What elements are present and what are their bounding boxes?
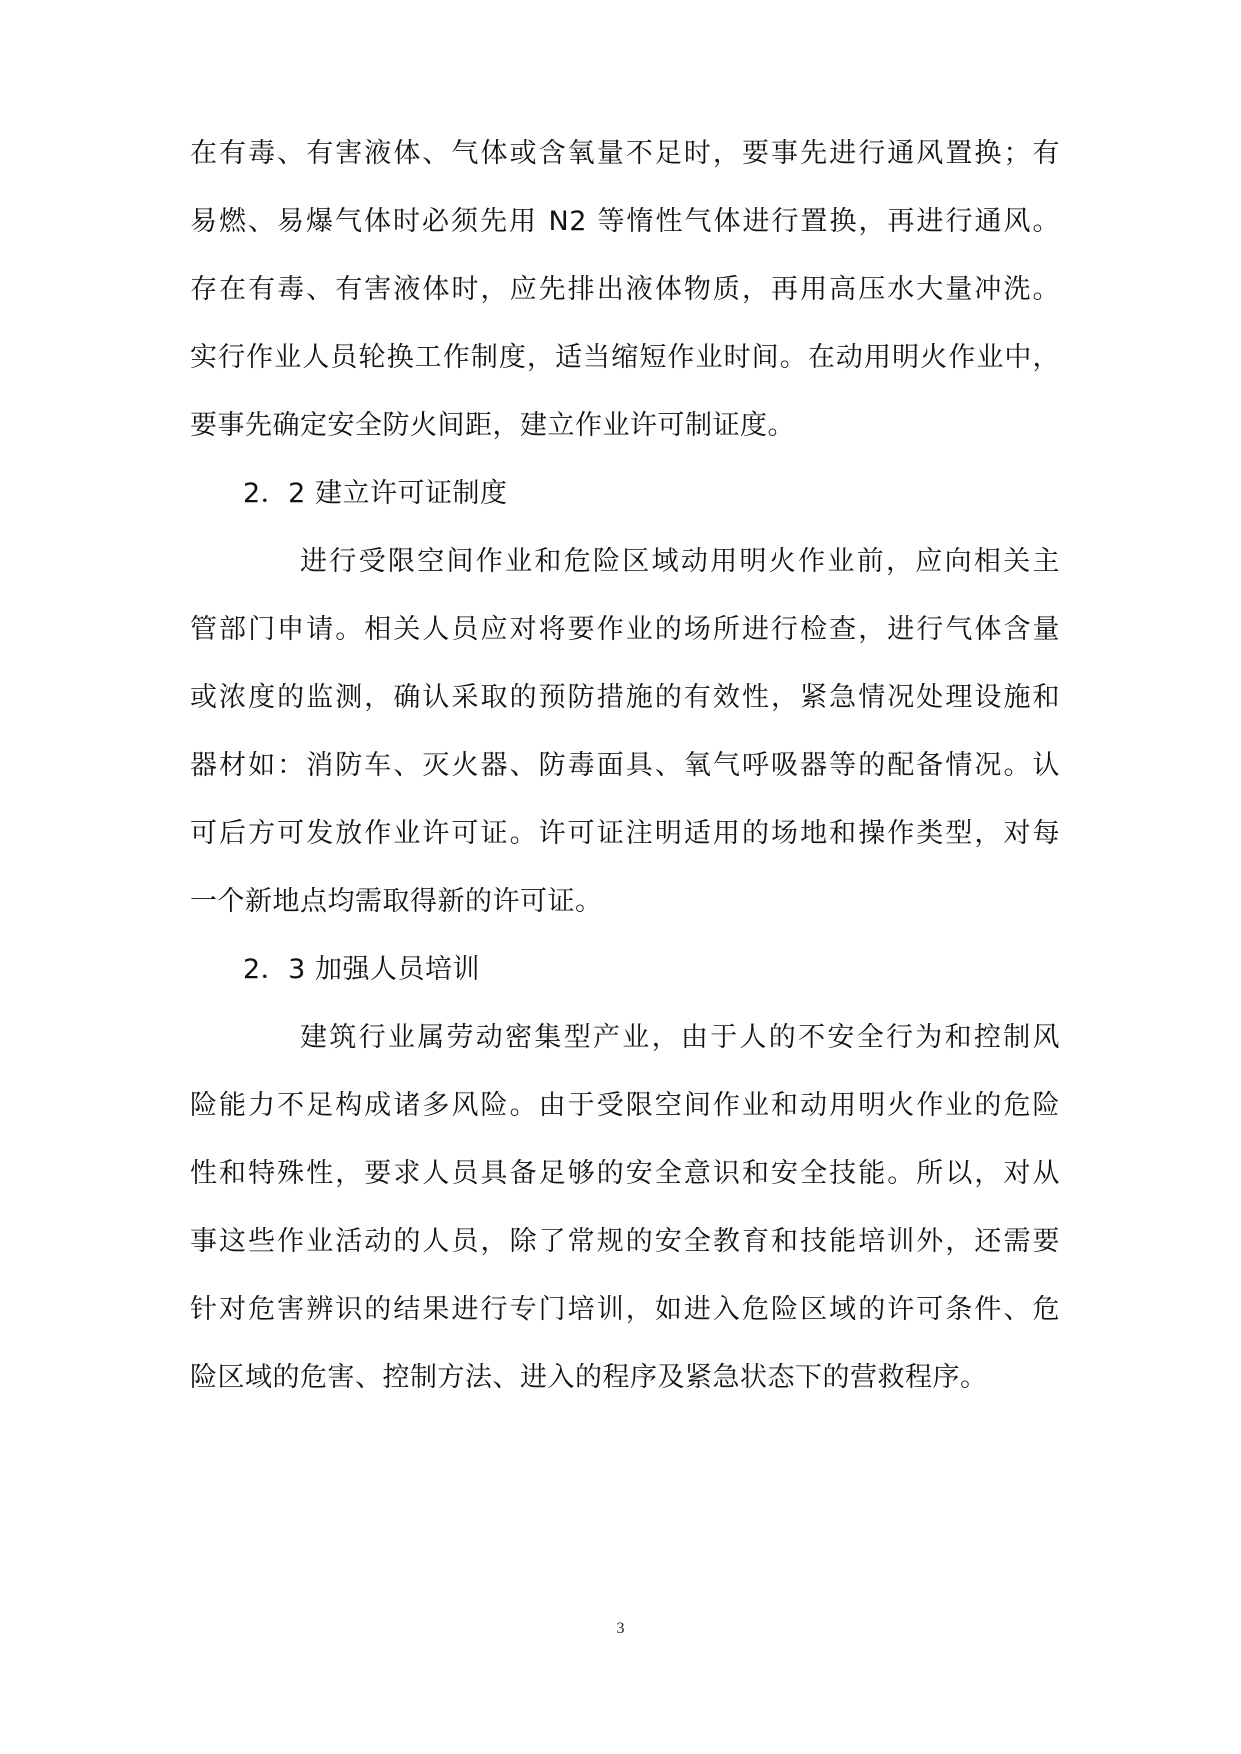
paragraph-line: 进行受限空间作业和危险区域动用明火作业前，应向相关主 <box>300 546 1060 577</box>
paragraph-line: 性和特殊性，要求人员具备足够的安全意识和安全技能。所以，对从 <box>190 1158 1060 1189</box>
paragraph-line: 要事先确定安全防火间距，建立作业许可制证度。 <box>190 410 795 441</box>
paragraph-line: 针对危害辨识的结果进行专门培训，如进入危险区域的许可条件、危 <box>190 1294 1060 1325</box>
paragraph-line: 易燃、易爆气体时必须先用 N2 等惰性气体进行置换，再进行通风。 <box>190 206 1060 237</box>
paragraph-line: 事这些作业活动的人员，除了常规的安全教育和技能培训外，还需要 <box>190 1226 1060 1257</box>
paragraph-line: 存在有毒、有害液体时，应先排出液体物质，再用高压水大量冲洗。 <box>190 274 1060 305</box>
paragraph-line: 在有毒、有害液体、气体或含氧量不足时，要事先进行通风置换；有 <box>190 138 1060 169</box>
section-heading: 2．3 加强人员培训 <box>243 954 480 985</box>
paragraph-line: 建筑行业属劳动密集型产业，由于人的不安全行为和控制风 <box>300 1022 1060 1053</box>
paragraph-line: 险区域的危害、控制方法、进入的程序及紧急状态下的营救程序。 <box>190 1362 988 1393</box>
paragraph-line: 实行作业人员轮换工作制度，适当缩短作业时间。在动用明火作业中， <box>190 342 1060 373</box>
page-number: 3 <box>616 1620 625 1637</box>
section-heading: 2．2 建立许可证制度 <box>243 478 508 509</box>
paragraph-line: 可后方可发放作业许可证。许可证注明适用的场地和操作类型，对每 <box>190 818 1060 849</box>
paragraph-line: 一个新地点均需取得新的许可证。 <box>190 886 603 917</box>
paragraph-line: 器材如：消防车、灭火器、防毒面具、氧气呼吸器等的配备情况。认 <box>190 750 1060 781</box>
paragraph-line: 或浓度的监测，确认采取的预防措施的有效性，紧急情况处理设施和 <box>190 682 1060 713</box>
paragraph-line: 管部门申请。相关人员应对将要作业的场所进行检查，进行气体含量 <box>190 614 1060 645</box>
paragraph-line: 险能力不足构成诸多风险。由于受限空间作业和动用明火作业的危险 <box>190 1090 1060 1121</box>
